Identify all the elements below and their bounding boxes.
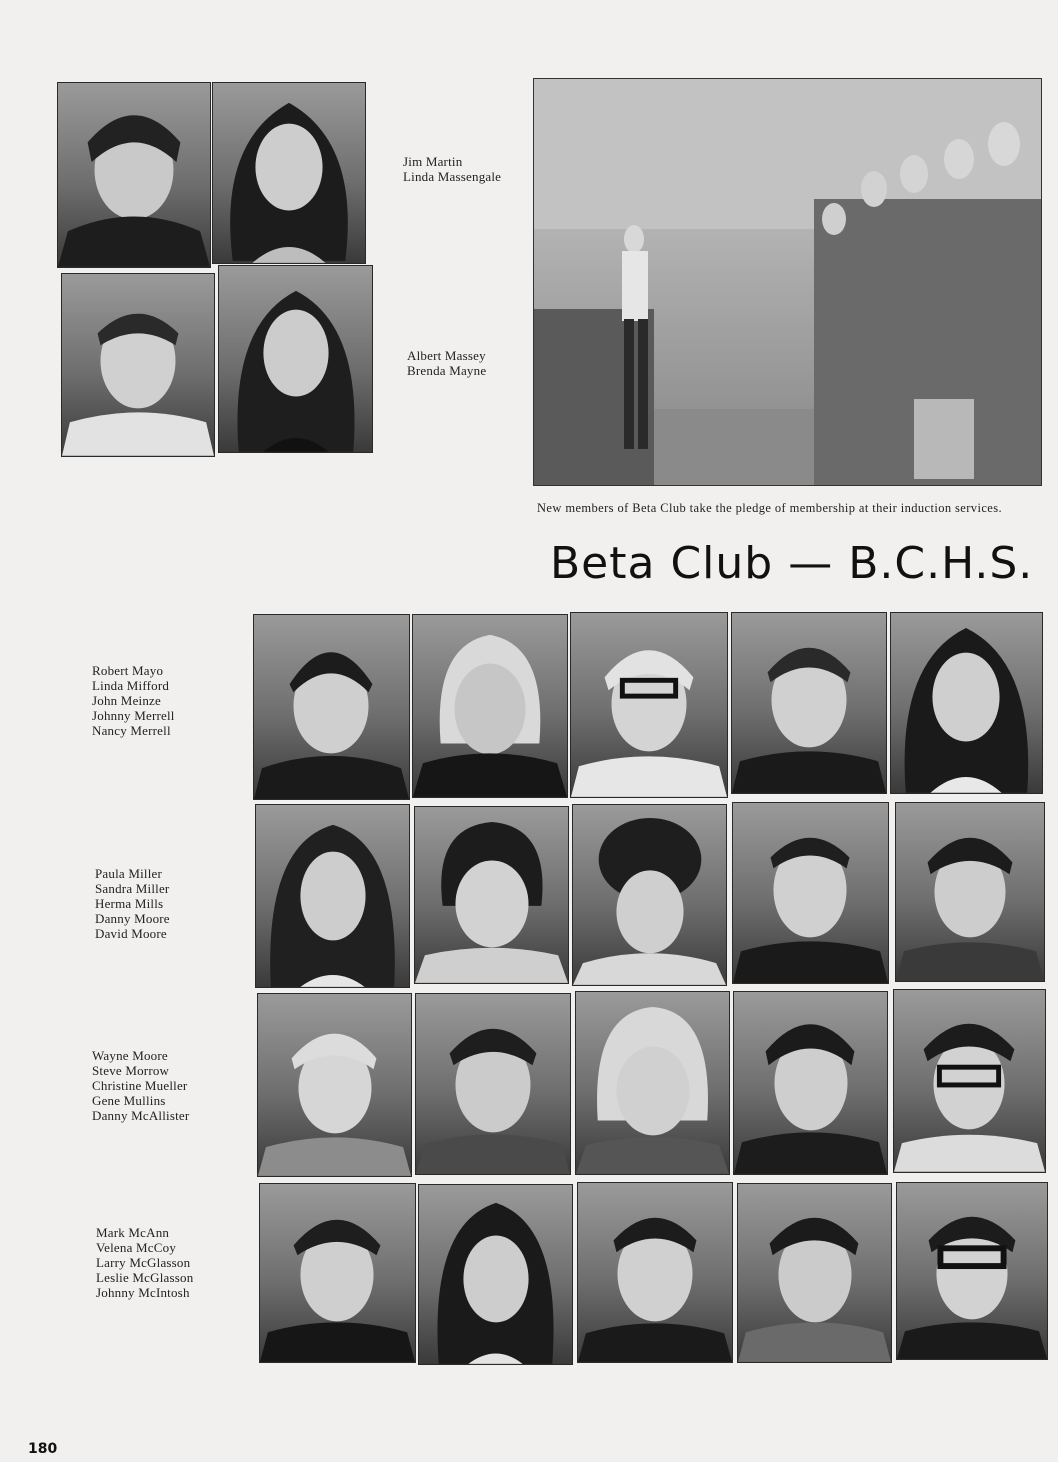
- top-names-row2: [407, 348, 486, 378]
- name-label: Paula Miller: [95, 866, 163, 881]
- name-label: Linda Massengale: [403, 169, 502, 184]
- name-label: Gene Mullins: [92, 1093, 166, 1108]
- portrait-figure: [891, 613, 1042, 793]
- portrait-figure: [738, 1184, 891, 1362]
- portrait-david-moore: [895, 802, 1045, 982]
- name-label: Velena McCoy: [96, 1240, 177, 1255]
- portrait-johnny-mcintosh: [896, 1182, 1048, 1360]
- portrait-figure: [576, 992, 729, 1174]
- name-label: Robert Mayo: [92, 663, 164, 678]
- portrait-robert-mayo: [253, 614, 410, 800]
- portrait-figure: [894, 990, 1045, 1172]
- portrait-figure: [896, 803, 1044, 981]
- name-label: Steve Morrow: [92, 1063, 170, 1078]
- portrait-figure: [571, 613, 727, 797]
- name-label: Johnny McIntosh: [96, 1285, 190, 1300]
- page-title: Beta Club — B.C.H.S.: [550, 538, 1034, 589]
- portrait-johnny-merrell: [731, 612, 887, 794]
- portrait-figure: [732, 613, 886, 793]
- portrait-christine-mueller: [575, 991, 730, 1175]
- portrait-mark-mcann: [259, 1183, 416, 1363]
- portrait-figure: [219, 266, 372, 452]
- name-label: John Meinze: [92, 693, 161, 708]
- name-label: David Moore: [95, 926, 167, 941]
- portrait-linda-massengale: [212, 82, 366, 264]
- portrait-paula-miller: [255, 804, 410, 988]
- portrait-figure: [413, 615, 567, 797]
- name-label: Mark McAnn: [96, 1225, 170, 1240]
- portrait-herma-mills: [572, 804, 727, 986]
- portrait-figure: [573, 805, 726, 985]
- portrait-figure: [897, 1183, 1047, 1359]
- name-label: Christine Mueller: [92, 1078, 188, 1093]
- name-label: Danny Moore: [95, 911, 170, 926]
- portrait-figure: [578, 1183, 732, 1362]
- name-label: Sandra Miller: [95, 881, 170, 896]
- portrait-jim-martin: [57, 82, 211, 268]
- name-label: Larry McGlasson: [96, 1255, 191, 1270]
- name-label: Danny McAllister: [92, 1108, 190, 1123]
- top-names-row1: [403, 154, 501, 184]
- name-label: Wayne Moore: [92, 1048, 168, 1063]
- portrait-leslie-mcglasson: [737, 1183, 892, 1363]
- portrait-danny-moore: [732, 802, 889, 984]
- portrait-brenda-mayne: [218, 265, 373, 453]
- portrait-figure: [415, 807, 568, 983]
- portrait-velena-mccoy: [418, 1184, 573, 1365]
- portrait-figure: [416, 994, 570, 1174]
- portrait-figure: [258, 994, 411, 1176]
- portrait-sandra-miller: [414, 806, 569, 984]
- portrait-figure: [254, 615, 409, 799]
- portrait-larry-mcglasson: [577, 1182, 733, 1363]
- row-names: [95, 866, 170, 941]
- portrait-figure: [260, 1184, 415, 1362]
- portrait-figure: [62, 274, 214, 456]
- row-names: [92, 663, 175, 738]
- portrait-albert-massey: [61, 273, 215, 457]
- portrait-figure: [213, 83, 365, 263]
- portrait-wayne-moore: [257, 993, 412, 1177]
- portrait-steve-morrow: [415, 993, 571, 1175]
- name-label: Jim Martin: [403, 154, 463, 169]
- group-scene: [534, 79, 1042, 486]
- group-photo-caption: New members of Beta Club take the pledge of membership at their induction services.: [537, 501, 1003, 515]
- portrait-danny-mcallister: [893, 989, 1046, 1173]
- page-number: 180: [28, 1441, 58, 1457]
- portrait-figure: [419, 1185, 572, 1364]
- portrait-figure: [733, 803, 888, 983]
- portrait-nancy-merrell: [890, 612, 1043, 794]
- name-label: Herma Mills: [95, 896, 164, 911]
- name-label: Brenda Mayne: [407, 363, 487, 378]
- name-label: Johnny Merrell: [92, 708, 175, 723]
- portrait-figure: [734, 992, 887, 1174]
- name-label: Nancy Merrell: [92, 723, 171, 738]
- portrait-gene-mullins: [733, 991, 888, 1175]
- row-names: [92, 1048, 189, 1123]
- portrait-linda-mifford: [412, 614, 568, 798]
- portrait-figure: [58, 83, 210, 267]
- name-label: Linda Mifford: [92, 678, 170, 693]
- row-names: [96, 1225, 193, 1300]
- name-label: Leslie McGlasson: [96, 1270, 194, 1285]
- induction-group-photo: [533, 78, 1042, 486]
- portrait-figure: [256, 805, 409, 987]
- name-label: Albert Massey: [407, 348, 486, 363]
- portrait-john-meinze: [570, 612, 728, 798]
